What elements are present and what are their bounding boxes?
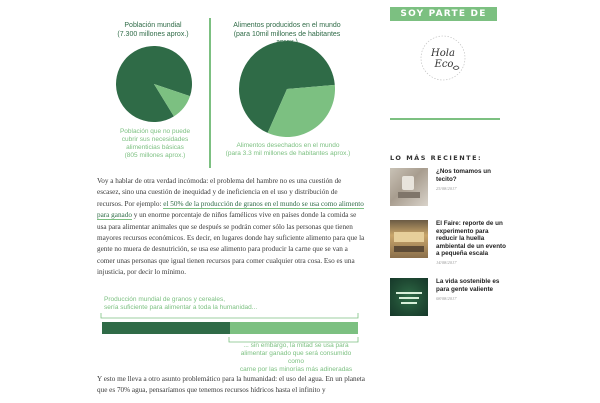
post-title[interactable]: La vida sostenible es para gente valiente: [436, 278, 500, 293]
pie1-title-text: Población mundial: [124, 22, 182, 29]
pie1-chart: [115, 45, 193, 123]
pie1-note-line: cubrir sus necesidades: [121, 136, 189, 143]
logo-text: Eco: [434, 59, 454, 70]
pie2-subtitle-text: (para 10mil millones de habitantes: [233, 30, 341, 38]
pie2-note-line: Alimentos desechados en el mundo: [236, 142, 340, 149]
bar-bracket-top: [100, 312, 360, 320]
post-date: 25/08/2017: [436, 186, 457, 191]
bar-segments: [102, 322, 358, 334]
pie2-slices: [239, 41, 335, 137]
bar-note-line: ... sin embargo, la mitad se usa para: [243, 342, 349, 349]
article-text: y un enorme porcentaje de niños famélicos vive en países donde la comida se usa para alimentar animales que se después se podrán comer sólo las personas que tienen mayores recursos económicos. Es decir, en lugares donde hay suficiente alimento para que la gente no muera de desnutrición, se usa ese alimento para producir la carne que se van a comer unas personas que igual tienen recursos para comer cualquier otra cosa. Eso es una injusticia, por decir lo mínimo.: [97, 211, 365, 277]
bar-note-line: Producción mundial de granos y cereales,: [104, 296, 226, 303]
pie1-note-line: Población que no puede: [119, 128, 191, 135]
pie1-subtitle-text: (7.300 millones aprox.): [117, 30, 189, 38]
post-date: 08/08/2017: [436, 296, 457, 301]
post-date: 14/08/2017: [436, 260, 457, 265]
post-thumbnail[interactable]: [390, 278, 428, 316]
sidebar-separator: [390, 118, 500, 120]
article-text: Voy a hablar de otra verdad incómoda: el problema del hambre no es una cuestión de escasez, sino una cuestión de inequidad y de ineficiencia en el uso y distribución de recursos. Por ejemplo:: [97, 177, 342, 208]
pie1-slices: [116, 46, 192, 122]
pie1-title: [108, 22, 198, 39]
pie2-note-line: (para 3.3 mil millones de habitantes aprox.): [225, 150, 351, 157]
article-body: [97, 176, 365, 285]
logo-text: Hola: [431, 48, 455, 59]
recent-post[interactable]: [390, 278, 510, 318]
article-paragraph: [97, 176, 365, 279]
post-title[interactable]: ¿Nos tomamos un tecito?: [436, 168, 491, 183]
article-body-2: [97, 374, 365, 403]
pie1-note: [105, 128, 205, 160]
bar-note-line: alimentar ganado que será consumido como: [240, 350, 352, 365]
pie2-title-text: Alimentos producidos en el mundo: [233, 22, 341, 29]
chart-divider: [209, 18, 211, 168]
bar-note-line: carne por las minorías más adineradas: [239, 366, 353, 373]
bar-segment: [102, 322, 230, 334]
article-link[interactable]: el 50% de la producción de granos en el mundo se usa como alimento para ganado: [97, 199, 364, 220]
sidebar-title: SOY PARTE DE: [390, 7, 497, 21]
bar-note-line: sería suficiente para alimentar a toda la humanidad...: [104, 304, 258, 311]
bar-note-top: [104, 296, 304, 312]
recent-post[interactable]: [390, 220, 510, 265]
pie2-chart: [238, 40, 336, 138]
bar-segment: [230, 322, 358, 334]
recent-post[interactable]: [390, 168, 510, 208]
post-thumbnail[interactable]: [390, 168, 428, 206]
article-paragraph: Y esto me lleva a otro asunto problemático para la humanidad: el uso del agua. En un planeta que es 70% agua, pensaríamos que tenemos recursos hídricos hasta el infinito y: [97, 375, 365, 395]
pie1-note-line: (805 millones aprox.): [124, 152, 186, 159]
pie1-note-line: alimenticias básicas: [126, 144, 184, 151]
recent-posts-heading: LO MÁS RECIENTE:: [390, 154, 483, 162]
pie2-note: [218, 142, 358, 158]
bar-note-bottom: [232, 342, 360, 374]
stacked-bar: [102, 322, 358, 334]
post-thumbnail[interactable]: [390, 220, 428, 258]
hola-eco-logo[interactable]: [419, 34, 467, 82]
logo-badge-icon: [419, 34, 467, 82]
post-title[interactable]: El Faire: reporte de un experimento para reducir la huella ambiental de un evento a pequeña escala: [436, 220, 506, 258]
